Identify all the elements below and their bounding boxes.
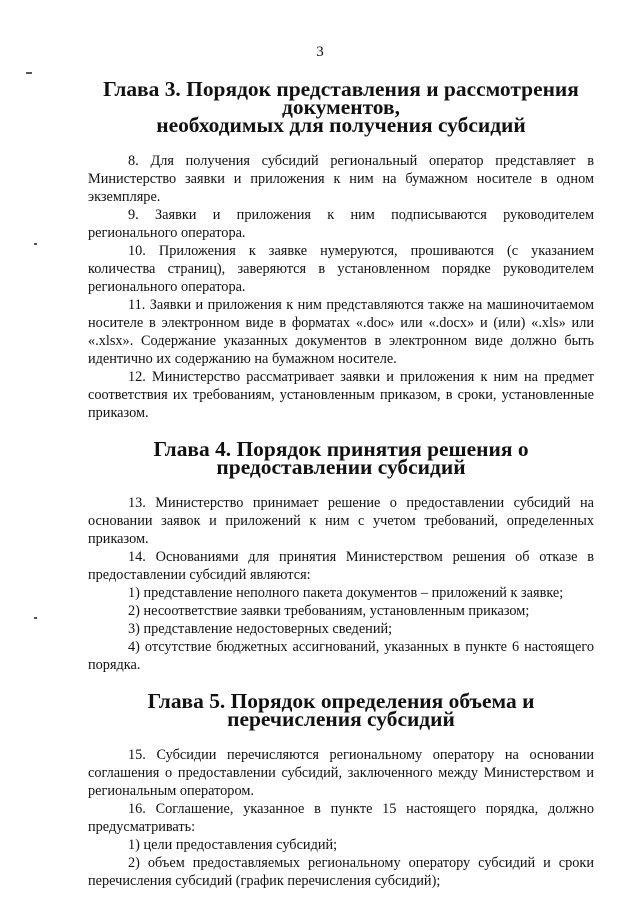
chapter-3-heading xyxy=(88,77,594,137)
chapter-4-heading: Глава 4. Порядок принятия решения о предоставлении субсидий xyxy=(153,437,529,479)
paragraph-13: 13. Министерство принимает решение о предоставлении субсидий на основании заявок и приложений к ним с учетом требований, определенных приказом. xyxy=(88,495,594,547)
paragraph-8: 8. Для получения субсидий региональный оператор представляет в Министерство заявки и приложения к ним на бумажном носителе в одном экземпляре. xyxy=(88,153,594,205)
scan-mark xyxy=(34,243,37,245)
scan-mark xyxy=(26,72,32,74)
paragraph-11: 11. Заявки и приложения к ним представляются также на машиночитаемом носителе в электронном виде в форматах «.doc» или «.docx» и (или) «.xls» или «.xlsx». Содержание указанных документов в электронном виде должно быть идентично их содержанию на бумажном носителе. xyxy=(88,297,594,367)
paragraph-15: 15. Субсидии перечисляются региональному оператору на основании соглашения о предоставлении субсидий, заключенного между Министерством и региональным оператором. xyxy=(88,747,594,799)
paragraph-16: 16. Соглашение, указанное в пункте 15 настоящего порядка, должно предусматривать: xyxy=(88,801,594,835)
paragraph-14-item-4: 4) отсутствие бюджетных ассигнований, указанных в пункте 6 настоящего порядка. xyxy=(88,639,594,673)
paragraph-14-item-3: 3) представление недостоверных сведений; xyxy=(128,621,393,637)
document-body xyxy=(88,77,594,890)
paragraph-16-item-1: 1) цели предоставления субсидий; xyxy=(128,837,338,853)
paragraph-14: 14. Основаниями для принятия Министерством решения об отказе в предоставлении субсидий являются: xyxy=(88,549,594,583)
paragraph-14-item-1: 1) представление неполного пакета документов – приложений к заявке; xyxy=(128,585,564,601)
paragraph-16-item-2: 2) объем предоставляемых региональному оператору субсидий и сроки перечисления субсидий (график перечисления субсидий); xyxy=(88,855,594,889)
paragraph-12: 12. Министерство рассматривает заявки и приложения к ним на предмет соответствия их требованиям, установленным приказом, в сроки, установленные приказом. xyxy=(88,369,594,421)
chapter-5-heading: Глава 5. Порядок определения объема и перечисления субсидий xyxy=(147,689,535,731)
paragraph-10: 10. Приложения к заявке нумеруются, прошиваются (с указанием количества страниц), заверяются в установленном порядке руководителем регионального оператора. xyxy=(88,243,594,295)
page-number: 3 xyxy=(316,44,324,60)
scan-mark xyxy=(34,617,37,619)
chapter-3-title-line-2: необходимых для получения субсидий xyxy=(156,113,526,137)
chapter-3-title-line-1: Глава 3. Порядок представления и рассмотрения документов, xyxy=(103,77,579,119)
paragraph-9: 9. Заявки и приложения к ним подписываются руководителем регионального оператора. xyxy=(88,207,594,241)
paragraph-14-item-2: 2) несоответствие заявки требованиям, установленным приказом; xyxy=(128,603,530,619)
